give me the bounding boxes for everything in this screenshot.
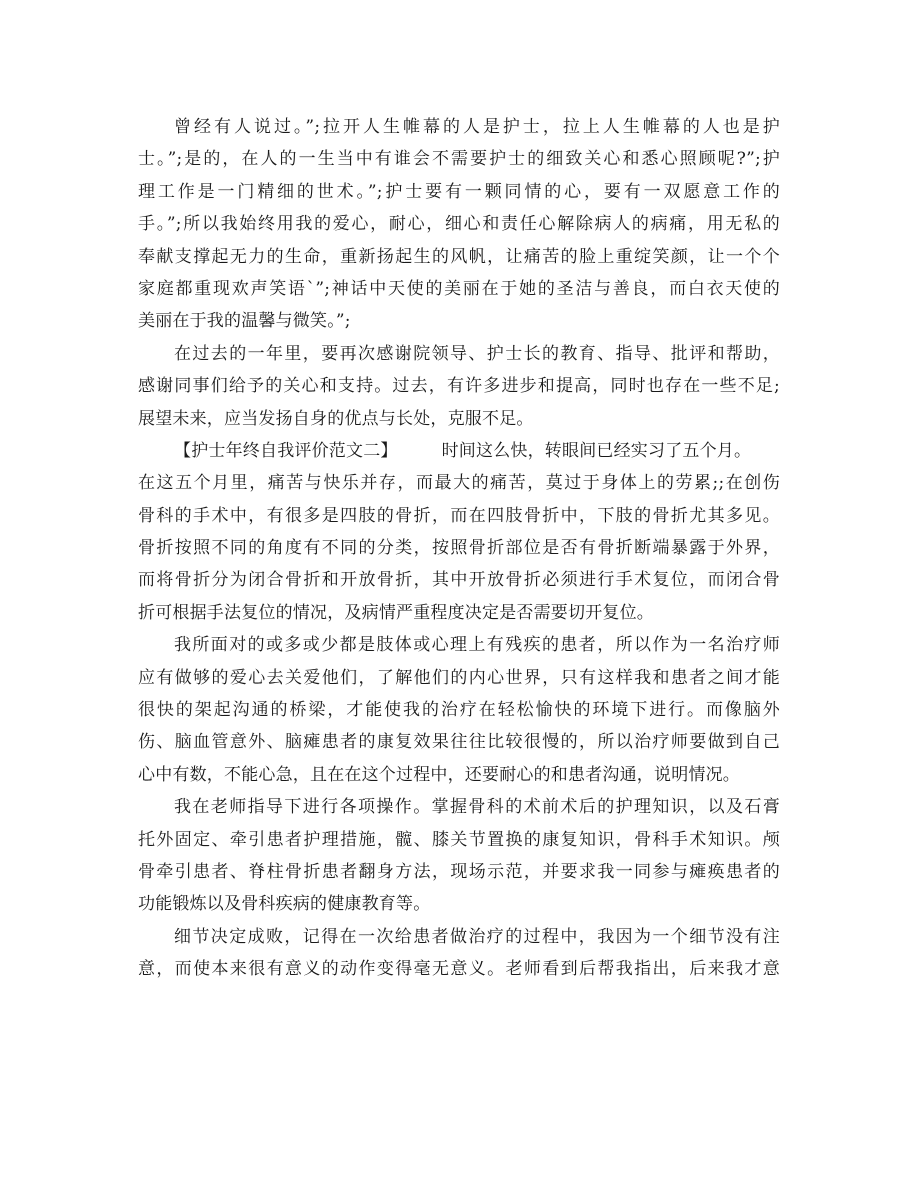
text-line: 在这五个月里，痛苦与快乐并存，而最大的痛苦，莫过于身体上的劳累;;在创伤 — [138, 473, 780, 494]
text-line: 很快的架起沟通的桥梁，才能使我的治疗在轻松愉快的环境下进行。而像脑外 — [138, 700, 780, 721]
heading-line-text: 时间这么快，转眼间已经实习了五个月。 — [441, 440, 752, 461]
text-line: 展望未来，应当发扬自身的优点与长处，克服不足。 — [138, 408, 534, 429]
text-line: 我在老师指导下进行各项操作。掌握骨科的术前术后的护理知识，以及石膏 — [174, 797, 780, 818]
text-line: 理工作是一门精细的世术。”;护士要有一颗同情的心，要有一双愿意工作的 — [138, 181, 780, 202]
text-line: 我所面对的或多或少都是肢体或心理上有残疾的患者，所以作为一名治疗师 — [174, 635, 780, 656]
paragraph-1 — [138, 111, 780, 338]
text-line: 骨牵引患者、脊柱骨折患者翻身方法，现场示范，并要求我一同参与瘫痪患者的 — [138, 861, 780, 882]
text-line: 在过去的一年里，要再次感谢院领导、护士长的教育、指导、批评和帮助， — [174, 343, 780, 364]
paragraph-5 — [138, 791, 780, 921]
paragraph-3 — [138, 435, 780, 629]
text-line: 奉献支撑起无力的生命，重新扬起生的风帆，让痛苦的脸上重绽笑颜，让一个个 — [138, 246, 780, 267]
text-line: 细节决定成败，记得在一次给患者做治疗的过程中，我因为一个细节没有注 — [174, 926, 780, 947]
text-line: 手。”;所以我始终用我的爱心，耐心，细心和责任心解除病人的病痛，用无私的 — [138, 214, 780, 235]
text-line: 心中有数，不能心急，且在在这个过程中，还要耐心的和患者沟通，说明情况。 — [138, 764, 740, 785]
text-line: 美丽在于我的温馨与微笑。”; — [138, 311, 351, 332]
text-line: 家庭都重现欢声笑语`”;神话中天使的美丽在于她的圣洁与善良，而白衣天使的 — [138, 278, 780, 299]
text-line: 功能锻炼以及骨科疾病的健康教育等。 — [138, 894, 431, 915]
document-page — [138, 111, 780, 986]
text-line: 伤、脑血管意外、脑瘫患者的康复效果往往比较很慢的，所以治疗师要做到自己 — [138, 732, 780, 753]
text-line: 托外固定、牵引患者护理措施，髋、膝关节置换的康复知识，骨科手术知识。颅 — [138, 829, 780, 850]
paragraph-4 — [138, 629, 780, 791]
text-line: 而将骨折分为闭合骨折和开放骨折，其中开放骨折必须进行手术复位，而闭合骨 — [138, 570, 780, 591]
section-heading: 【护士年终自我评价范文二】 — [174, 440, 398, 461]
text-line: 曾经有人说过。”;拉开人生帷幕的人是护士，拉上人生帷幕的人也是护 — [174, 117, 780, 137]
text-line: 意，而使本来很有意义的动作变得毫无意义。老师看到后帮我指出，后来我才意 — [138, 959, 780, 980]
text-line — [138, 435, 780, 467]
text-line: 应有做够的爱心去关爱他们，了解他们的内心世界，只有这样我和患者之间才能 — [138, 667, 780, 688]
text-line: 骨科的手术中，有很多是四肢的骨折，而在四肢骨折中，下肢的骨折尤其多见。 — [138, 505, 780, 526]
text-line: 士。”;是的，在人的一生当中有谁会不需要护士的细致关心和悉心照顾呢?”;护 — [138, 149, 780, 170]
paragraph-6 — [138, 921, 780, 986]
paragraph-2 — [138, 338, 780, 435]
text-line: 感谢同事们给予的关心和支持。过去，有许多进步和提高，同时也存在一些不足; — [138, 376, 780, 397]
text-line: 折可根据手法复位的情况，及病情严重程度决定是否需要切开复位。 — [138, 602, 654, 623]
text-line: 骨折按照不同的角度有不同的分类，按照骨折部位是否有骨折断端暴露于外界， — [138, 538, 780, 559]
